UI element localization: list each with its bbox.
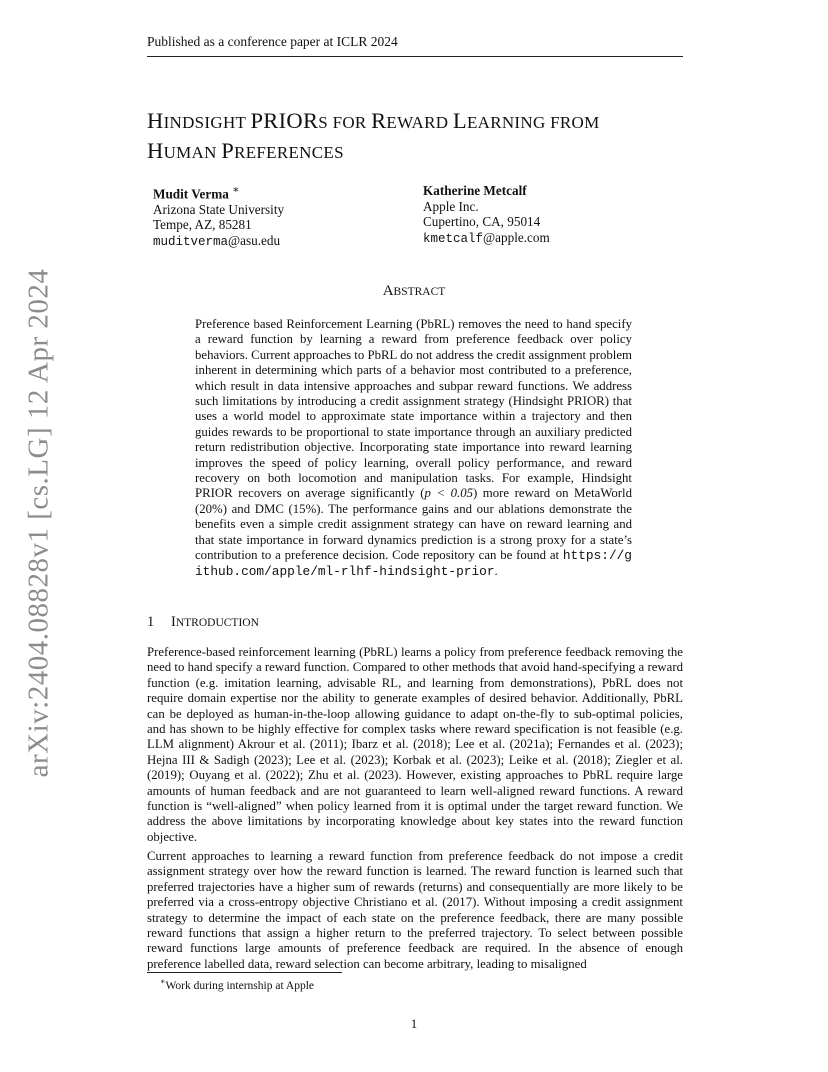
footnote-marker: ∗ <box>232 184 240 196</box>
author-block <box>153 183 284 250</box>
paper-title <box>147 107 707 167</box>
author-email[interactable]: muditverma@asu.edu <box>153 232 281 249</box>
title-line-2: HUMAN PREFERENCES <box>147 138 344 163</box>
abstract-heading: ABSTRACT <box>382 283 446 299</box>
footnote: ∗Work during internship at Apple <box>160 977 314 992</box>
running-head: Published as a conference paper at ICLR 2024 <box>147 34 683 57</box>
author-location: Tempe, AZ, 85281 <box>153 217 252 233</box>
arxiv-sidebar <box>22 268 56 778</box>
author-name: Mudit Verma <box>153 186 229 202</box>
author-email[interactable]: kmetcalf@apple.com <box>423 229 550 246</box>
author-affiliation: Arizona State University <box>153 201 285 217</box>
title-line-1: HINDSIGHT PRIORS FOR REWARD LEARNING FROM <box>147 108 600 133</box>
abstract-body: Preference based Reinforcement Learning (PbRL) removes the need to hand specify a reward function by learning a reward from preference feedback over policy behaviors. Current approaches to PbRL do not address the credit assignment problem inherent in determining which parts of a behavior most contributed to a preference, which result in data intensive approaches and subpar reward functions. We address such limitations by introducing a credit assignment strategy (Hindsight PRIOR) that uses a world model to approximate state importance within a trajectory and then guides rewards to be proportional to state importance through an auxiliary predicted return redistribution objective. Incorporating state importance into reward learning improves the speed of policy learning, overall policy performance, and reward recovery on both locomotion and manipulation tasks. For example, Hindsight PRIOR recovers on average significantly (p < 0.05) more reward on MetaWorld (20%) and DMC (15%). The performance gains and our ablations demonstrate the benefits even a simple credit assignment strategy can have on reward learning and that state importance in forward dynamics prediction is a strong proxy for a state’s contribution to a preference decision. Code repository can be found at https://github.com/apple/ml-rlhf-hindsight-prior. <box>195 317 632 579</box>
arxiv-identifier: arXiv:2404.08828v1 [cs.LG] 12 Apr 2024 <box>22 268 55 778</box>
author-name: Katherine Metcalf <box>423 183 527 198</box>
p-value: p < 0.05 <box>424 486 474 501</box>
footnote-divider <box>147 972 342 973</box>
code-repository-link[interactable]: https://github.com/apple/ml-rlhf-hindsight-prior <box>195 548 632 579</box>
author-block <box>423 183 550 247</box>
page-number: 1 <box>410 1016 418 1031</box>
paragraph: Current approaches to learning a reward function from preference feedback do not impose a credit assignment strategy over how the reward function is learned. The reward function is learned such that preferred trajectories have a higher sum of rewards (returns) and consequentially are more likely to be preferred via a cross-entropy objective Christiano et al. (2017). Without imposing a credit assignment strategy to determine the impact of each state on the preference feedback, there are many possible reward functions that assign a higher return to the preferred trajectory. To select between possible reward functions large amounts of preference feedback are required. In the absence of enough preference labelled data, reward selection can become arbitrary, leading to misaligned <box>147 849 683 971</box>
paragraph: Preference-based reinforcement learning (PbRL) learns a policy from preference feedback removing the need to hand specify a reward function. Compared to other methods that avoid hand-specifying a reward function (e.g. imitation learning, advisable RL, and learning from demonstrations), PbRL does not require domain expertise nor the ability to generate examples of desired behavior. Additionally, PbRL can be deployed as human-in-the-loop allowing guidance to adapt on-the-fly to sub-optimal policies, and has shown to be highly effective for complex tasks where reward specification is not feasible (e.g. LLM alignment) Akrour et al. (2011); Ibarz et al. (2018); Lee et al. (2021a); Fernandes et al. (2023); Hejna III & Sadigh (2023); Lee et al. (2023); Korbak et al. (2023); Leike et al. (2018); Ziegler et al. (2019); Ouyang et al. (2022); Zhu et al. (2023). However, existing approaches to PbRL require large amounts of human feedback and are not guaranteed to learn well-aligned reward functions. A reward function is “well-aligned” when policy learned from it is optimal under the target reward function. We address the above limitations by incorporating knowledge about key states into the reward function objective. <box>147 645 683 844</box>
author-affiliation: Apple Inc. <box>423 198 479 214</box>
section-heading-introduction: 1 INTRODUCTION <box>147 614 259 630</box>
author-location: Cupertino, CA, 95014 <box>423 214 541 229</box>
